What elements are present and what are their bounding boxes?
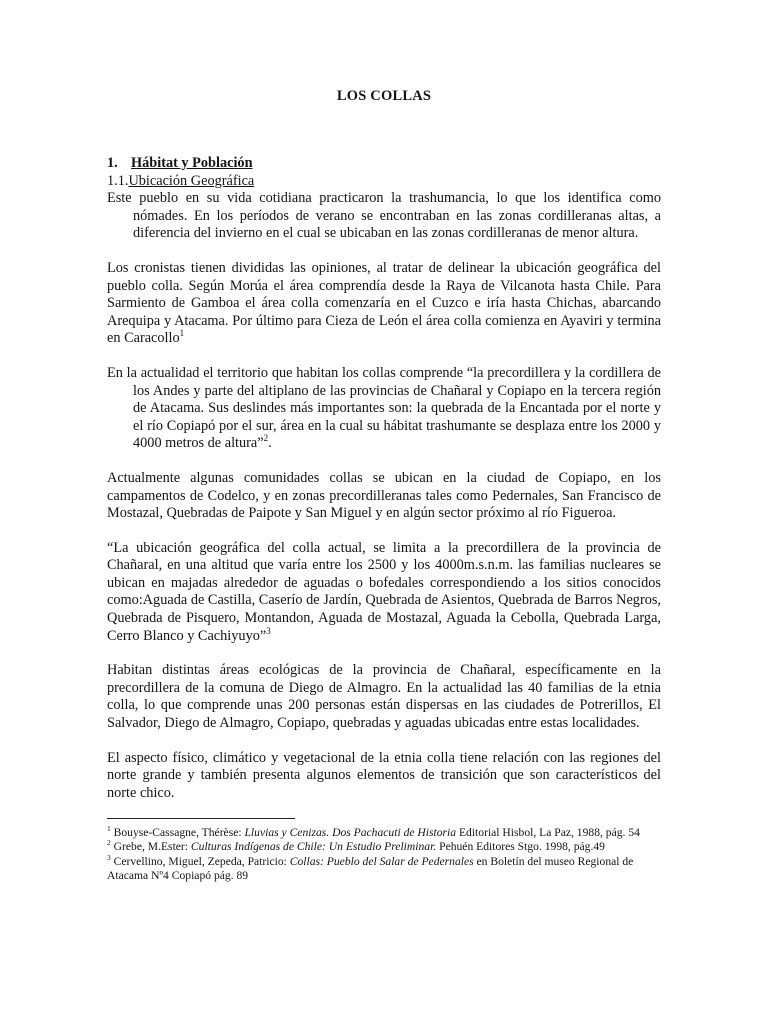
- footnote-1-mark: 1: [107, 824, 111, 834]
- section-heading: [107, 155, 661, 173]
- footnote-2-mark: 2: [107, 838, 111, 848]
- subsection-title: Ubicación Geográfica: [128, 172, 255, 189]
- paragraph-6: Habitan distintas áreas ecológicas de la provincia de Chañaral, específicamente en la precordillera de la comuna de Diego de Almagro. En la actualidad las 40 familias de la etnia colla, lo que comprende unas 200 personas están dispersas en las ciudades de Potrerillos, El Salvador, Diego de Almagro, Copiapo, quebradas y aguadas ubicadas entre estas localidades.: [107, 662, 661, 732]
- footnote-ref-3[interactable]: 3: [266, 625, 271, 636]
- paragraph-5: [107, 540, 661, 646]
- footnote-3-mark: 3: [107, 852, 111, 862]
- footnote-3-work: Collas: Pueblo del Salar de Pedernales: [289, 854, 474, 868]
- section-number: 1.: [107, 155, 118, 171]
- subsection-heading: [107, 173, 661, 191]
- footnote-3-rest: en Boletín del museo Regional de Atacama Nº4 Copiapó pág. 89: [107, 854, 634, 883]
- paragraph-4: Actualmente algunas comunidades collas se ubican en la ciudad de Copiapo, en los campamentos de Codelco, y en zonas precordilleranas tales como Pedernales, San Francisco de Mostazal, Quebradas de Paipote y San Miguel y en algún sector próximo al río Figueroa.: [107, 469, 661, 522]
- footnote-2-author: Grebe, M.Ester:: [110, 840, 191, 854]
- document-body: [107, 155, 661, 819]
- footnotes: [107, 826, 667, 884]
- paragraph-3-text: En la actualidad el territorio que habitan los collas comprende “la precordillera y la cordillera de los Andes y parte del altiplano de las provincias de Chañaral y Copiapo en la tercera región de Atacama. Sus deslindes más importantes son: la quebrada de la Encantada por el norte y el río Copiapó por el sur, área en la cual su hábitat trashumante se desplaza entre los 2000 y 4000 metros de altura”: [107, 364, 661, 452]
- paragraph-2-text: Los cronistas tienen divididas las opiniones, al tratar de delinear la ubicación geográfica del pueblo colla. Según Morúa el área comprendía desde la Raya de Vilcanota hasta Chile. Para Sarmiento de Gamboa el área colla comenzaría en el Cuzco e iría hasta Chichas, abarcando Arequipa y Atacama. Por último para Cieza de León el área colla comienza en Ayaviri y termina en Caracollo: [107, 259, 661, 347]
- footnote-2-rest: Pehuén Editores Stgo. 1998, pág.49: [436, 840, 605, 854]
- footnote-ref-2[interactable]: 2: [263, 433, 269, 444]
- paragraph-2: [107, 260, 661, 348]
- paragraph-3-end: .: [268, 435, 272, 452]
- footnote-3: [107, 852, 667, 884]
- document-title: LOS COLLAS: [336, 88, 432, 104]
- footnote-1: [107, 826, 667, 840]
- footnote-2-work: Culturas Indígenas de Chile: Un Estudio Preliminar.: [190, 840, 437, 854]
- footnote-separator: [107, 818, 295, 819]
- footnote-2: [107, 840, 667, 854]
- paragraph-1: Este pueblo en su vida cotidiana practicaron la trashumancia, lo que los identifica como nómades. En los períodos de verano se encontraban en las zonas cordilleranas altas, a diferencia del invierno en el cual se ubicaban en las zonas cordilleranas de menor altura.: [107, 190, 661, 242]
- subsection-number: 1.1.: [107, 172, 129, 189]
- paragraph-5-text: “La ubicación geográfica del colla actual, se limita a la precordillera de la provincia de Chañaral, en una altitud que varía entre los 2500 y los 4000m.s.n.m. las familias nucleares se ubican en majadas alrededor de aguadas o bofedales correspondiendo a los sitios conocidos como:Aguada de Castilla, Caserío de Jardín, Quebrada de Asientos, Quebrada de Barros Negros, Quebrada de Pisquero, Montandon, Aguada de Mostazal, Aguada la Cebolla, Quebrada Larga, Cerro Blanco y Cachiyuyo”: [107, 539, 661, 644]
- footnote-1-work: Lluvias y Cenizas. Dos Pachacuti de Historia: [244, 826, 457, 839]
- footnote-3-author: Cervellino, Miguel, Zepeda, Patricio:: [110, 854, 290, 868]
- footnote-1-rest: Editorial Hisbol, La Paz, 1988, pág. 54: [456, 826, 640, 839]
- footnote-1-author: Bouyse-Cassagne, Thérèse:: [110, 826, 245, 839]
- footnote-ref-1[interactable]: 1: [179, 328, 185, 339]
- paragraph-3: [107, 365, 661, 453]
- section-title: Hábitat y Población: [131, 155, 253, 171]
- paragraph-7: El aspecto físico, climático y vegetacional de la etnia colla tiene relación con las regiones del norte grande y también presenta algunos elementos de transición que son característicos del norte chico.: [107, 749, 661, 801]
